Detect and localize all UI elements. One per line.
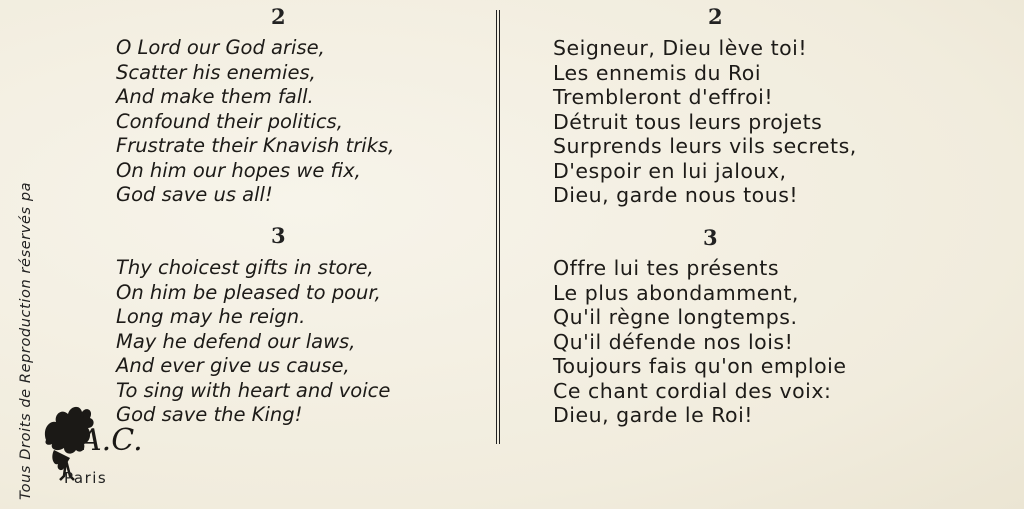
verse-line: Le plus abondamment, <box>553 280 799 305</box>
verse-line: Détruit tous leurs projets <box>553 109 823 134</box>
verse-number-fr-2: 2 <box>708 4 723 29</box>
verse-line: Frustrate their Knavish triks, <box>116 134 395 157</box>
verse-line: Seigneur, Dieu lève toi! <box>553 36 808 60</box>
verse-line: Qu'il défende nos lois! <box>553 329 794 354</box>
verse-line: Toujours fais qu'on emploie <box>553 354 847 378</box>
column-divider <box>496 10 500 444</box>
verse-line: O Lord our God arise, <box>116 36 325 59</box>
verse-line: Dieu, garde le Roi! <box>553 403 754 427</box>
logo-monogram: A.C. <box>80 423 143 458</box>
verse-line: Confound their politics, <box>116 109 343 133</box>
verse-line: Dieu, garde nous tous! <box>553 183 799 207</box>
verse-fr-2 <box>553 36 857 208</box>
verse-number-fr-3: 3 <box>703 225 718 250</box>
verse-line: Thy choicest gifts in store, <box>116 256 374 279</box>
verse-number-en-2: 2 <box>271 4 286 29</box>
copyright-notice: Tous Droits de Reproduction réservés pa <box>18 181 34 500</box>
verse-line: Surprends leurs vils secrets, <box>553 134 857 158</box>
verse-line: On him our hopes we fix, <box>116 158 361 182</box>
verse-en-2 <box>116 36 394 208</box>
verse-line: On him be pleased to pour, <box>116 280 381 304</box>
verse-fr-3 <box>553 256 846 428</box>
verse-line: And make them fall. <box>116 85 314 108</box>
verse-line: Long may he reign. <box>116 305 306 328</box>
verse-line: God save the King! <box>116 403 303 426</box>
verse-line: Offre lui tes présents <box>553 256 780 280</box>
verse-line: D'espoir en lui jaloux, <box>553 158 787 183</box>
verse-line: Trembleront d'effroi! <box>553 85 774 109</box>
verse-line: Ce chant cordial des voix: <box>553 378 832 403</box>
verse-en-3 <box>116 256 390 428</box>
publisher-city: Paris <box>64 469 108 487</box>
verse-line: Scatter his enemies, <box>116 60 316 84</box>
verse-line: Les ennemis du Roi <box>553 60 762 85</box>
verse-line: To sing with heart and voice <box>116 378 391 402</box>
verse-line: Qu'il règne longtemps. <box>553 305 798 329</box>
verse-line: And ever give us cause, <box>116 354 350 377</box>
verse-line: God save us all! <box>116 183 273 206</box>
verse-line: May he defend our laws, <box>116 329 356 353</box>
verse-number-en-3: 3 <box>271 223 286 248</box>
